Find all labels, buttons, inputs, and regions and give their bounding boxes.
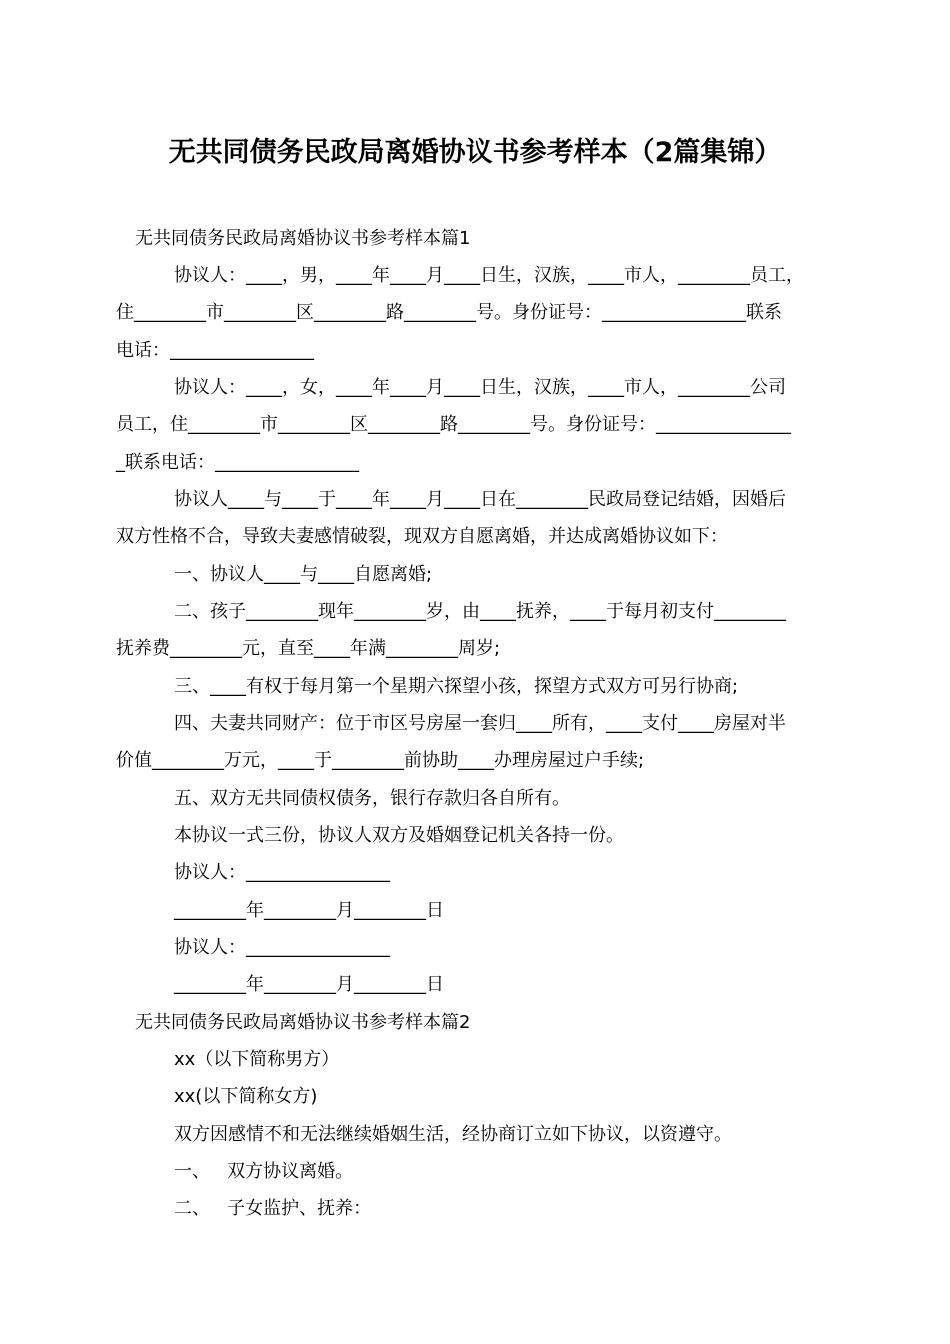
clause-4-line2: 价值________万元，____于________前协助____办理房屋过户手续; bbox=[116, 750, 645, 771]
female-party-line: xx(以下简称女方) bbox=[174, 1086, 318, 1107]
document-title: 无共同债务民政局离婚协议书参考样本（2篇集锦） bbox=[168, 137, 782, 168]
section2-heading: 无共同债务民政局离婚协议书参考样本篇2 bbox=[135, 1012, 471, 1033]
male-party-line: xx（以下简称男方） bbox=[174, 1049, 340, 1070]
party1-line3: 电话：________________ bbox=[116, 340, 314, 361]
signature-line-2: 协议人：________________ bbox=[174, 937, 390, 958]
party2-line3: _联系电话：________________ bbox=[116, 452, 359, 473]
clause-1: 一、协议人____与____自愿离婚; bbox=[174, 564, 433, 585]
clause-3: 三、____有权于每月第一个星期六探望小孩，探望方式双方可另行协商; bbox=[174, 676, 739, 697]
copies-statement: 本协议一式三份，协议人双方及婚姻登记机关各持一份。 bbox=[174, 825, 624, 846]
preamble-line1: 协议人____与____于____年____月____日在________民政局登记结婚，因婚后 bbox=[174, 489, 786, 510]
party2-line2: 员工，住________市________区________路________号。身份证号：_______________ bbox=[116, 414, 791, 435]
clause-4-line1: 四、夫妻共同财产：位于市区号房屋一套归____所有，____支付____房屋对半 bbox=[174, 713, 786, 734]
signature-line-1: 协议人：________________ bbox=[174, 862, 390, 883]
section1-heading: 无共同债务民政局离婚协议书参考样本篇1 bbox=[135, 228, 471, 249]
section2-item-1: 一、 双方协议离婚。 bbox=[174, 1161, 354, 1182]
clause-2-line1: 二、孩子________现年________岁，由____抚养，____于每月初支付________ bbox=[174, 601, 786, 622]
clause-5: 五、双方无共同债权债务，银行存款归各自所有。 bbox=[174, 788, 570, 809]
party1-line2: 住________市________区________路________号。身份证号：________________联系 bbox=[116, 302, 782, 323]
party1-line1: 协议人：____，男，____年____月____日生，汉族，____市人，________员工， bbox=[174, 265, 804, 286]
section2-intro: 双方因感情不和无法继续婚姻生活，经协商订立如下协议，以资遵守。 bbox=[174, 1124, 732, 1145]
date-line-2: ________年________月________日 bbox=[174, 974, 444, 995]
party2-line1: 协议人：____，女，____年____月____日生，汉族，____市人，________公司 bbox=[174, 377, 786, 398]
section2-item-2: 二、 子女监护、抚养： bbox=[174, 1198, 372, 1219]
preamble-line2: 双方性格不合，导致夫妻感情破裂，现双方自愿离婚，并达成离婚协议如下： bbox=[116, 526, 728, 547]
date-line-1: ________年________月________日 bbox=[174, 900, 444, 921]
clause-2-line2: 抚养费________元，直至____年满________周岁; bbox=[116, 638, 501, 659]
